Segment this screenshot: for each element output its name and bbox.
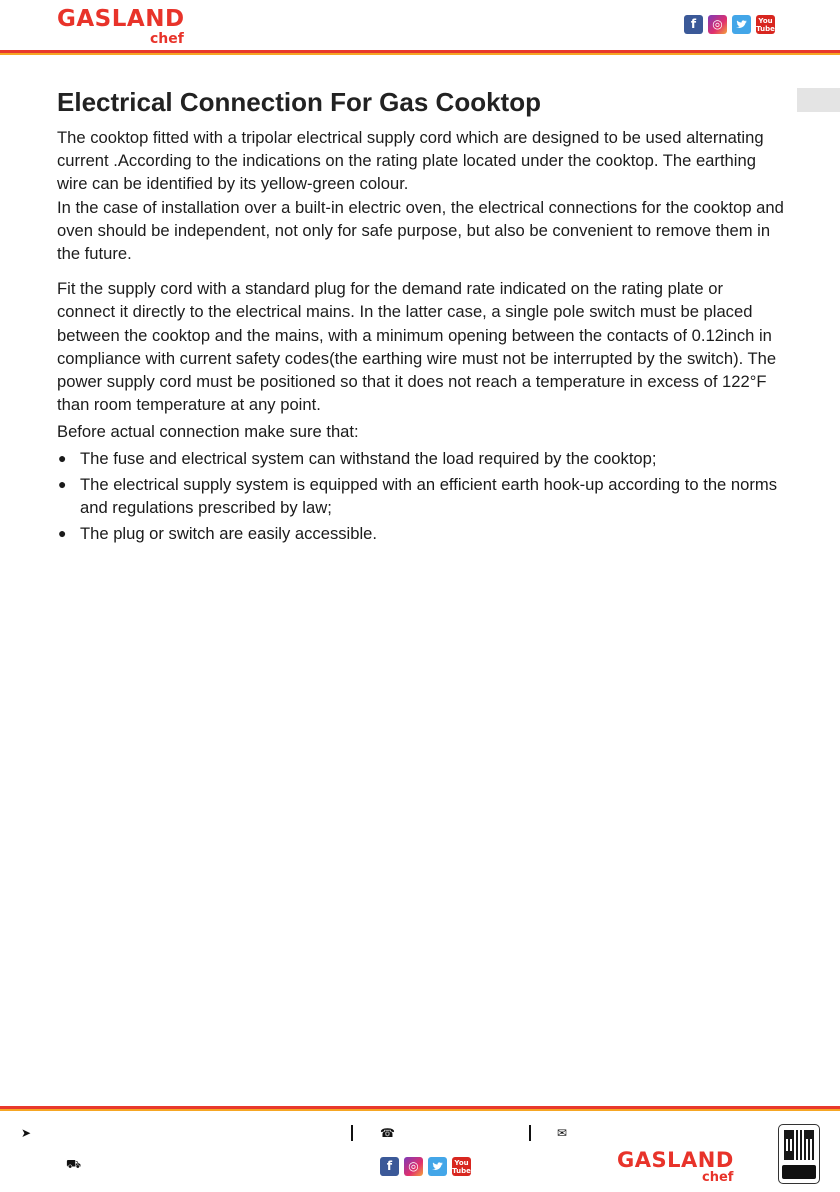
- twitter-icon[interactable]: [428, 1157, 447, 1176]
- list-item: [57, 447, 785, 470]
- location-arrow-icon: ➤: [21, 1126, 32, 1140]
- page-title: Electrical Connection For Gas Cooktop: [57, 87, 541, 117]
- logo-sub: chef: [702, 1170, 734, 1185]
- document-body: [57, 86, 785, 548]
- qr-code[interactable]: [778, 1124, 820, 1184]
- qr-caption-strip: [782, 1165, 816, 1179]
- bullet-icon: ●: [58, 449, 67, 466]
- paragraph: In the case of installation over a built-in electric oven, the electrical connections for the cooktop and oven should be independent, not only for safe purpose, but also be convenient to remove them in the future.: [57, 197, 784, 264]
- side-tab: [797, 88, 840, 112]
- shop-icon: ⛟: [66, 1157, 82, 1171]
- footer-divider: [529, 1125, 531, 1141]
- list-item-text: The plug or switch are easily accessible.: [80, 524, 377, 544]
- header-stripe: [0, 50, 840, 55]
- header-social-icons: [684, 15, 775, 34]
- mail-icon: ✉: [557, 1126, 568, 1140]
- logo-brand: GASLAND: [57, 6, 185, 32]
- footer-stripe: [0, 1106, 840, 1111]
- facebook-icon[interactable]: f: [380, 1157, 399, 1176]
- qr-pattern: [784, 1130, 814, 1160]
- header-logo[interactable]: [57, 6, 185, 47]
- checklist: [57, 447, 785, 546]
- paragraph: Fit the supply cord with a standard plug for the demand rate indicated on the rating plate or connect it directly to the electrical mains. In the latter case, a single pole switch must be placed between the cooktop and the mains, with a minimum opening between the contacts of 0.12inch in compliance with current safety codes(the earthing wire must not be interrupted by the switch). The power supply cord must be positioned so that it does not reach a temperature in excess of 122°F than room temperature at any point.: [57, 279, 777, 415]
- footer-logo[interactable]: [617, 1148, 734, 1185]
- footer-social-icons: [380, 1157, 471, 1176]
- youtube-icon[interactable]: You Tube: [756, 17, 775, 33]
- instagram-icon[interactable]: ◎: [404, 1157, 423, 1176]
- bullet-icon: ●: [58, 475, 67, 492]
- list-item: [57, 522, 785, 545]
- checklist-lead: Before actual connection make sure that:: [57, 422, 359, 442]
- facebook-icon[interactable]: f: [684, 15, 703, 34]
- footer-divider: [351, 1125, 353, 1141]
- logo-brand: GASLAND: [617, 1148, 734, 1172]
- bullet-icon: ●: [58, 525, 67, 542]
- logo-sub: chef: [150, 31, 184, 47]
- instagram-icon[interactable]: ◎: [708, 15, 727, 34]
- list-item: [57, 473, 785, 519]
- paragraph: The cooktop fitted with a tripolar electrical supply cord which are designed to be used alternating current .According to the indications on the rating plate located under the cooktop. The earthing wire can be identified by its yellow-green colour.: [57, 128, 764, 194]
- phone-icon: ☎: [380, 1126, 395, 1140]
- youtube-icon[interactable]: You Tube: [452, 1159, 471, 1175]
- twitter-icon[interactable]: [732, 15, 751, 34]
- list-item-text: The electrical supply system is equipped with an efficient earth hook-up according to the norms and regulations prescribed by law;: [80, 474, 778, 518]
- list-item-text: The fuse and electrical system can withstand the load required by the cooktop;: [80, 448, 657, 468]
